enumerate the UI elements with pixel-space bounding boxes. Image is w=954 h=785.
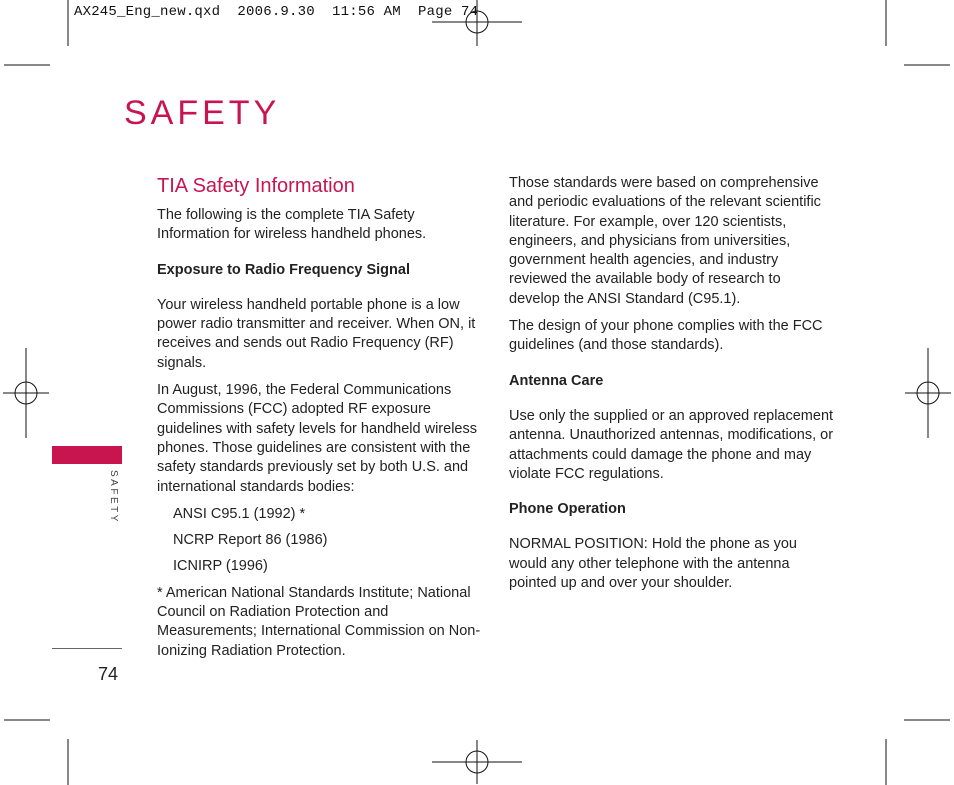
- left-column: [157, 174, 482, 669]
- page-number: 74: [98, 664, 119, 684]
- side-section-label: SAFETY: [108, 470, 119, 524]
- rf-paragraph-2: In August, 1996, the Federal Communications Commissions (FCC) adopted RF exposure guidelines with safety levels for handheld wireless phones. Those guidelines are consistent with the safety standards previously set by both U.S. and international standards bodies:: [157, 382, 477, 495]
- section-tab: [52, 446, 122, 464]
- file-slug: AX245_Eng_new.qxd 2006.9.30 11:56 AM Page 74: [74, 4, 479, 20]
- footnote: * American National Standards Institute; National Council on Radiation Protection and Measurements; International Commission on Non-Ionizing Radiation Protection.: [157, 584, 481, 659]
- antenna-care-heading: Antenna Care: [509, 372, 604, 389]
- intro-paragraph: The following is the complete TIA Safety Information for wireless handheld phones.: [157, 207, 427, 243]
- rf-paragraph-1: Your wireless handheld portable phone is a low power radio transmitter and receiver. When ON, it receives and sends out Radio Frequency (RF) signals.: [157, 296, 476, 371]
- section-heading: TIA Safety Information: [157, 175, 355, 197]
- standard-item-ncrp: NCRP Report 86 (1986): [173, 532, 328, 549]
- rf-exposure-heading: Exposure to Radio Frequency Signal: [157, 261, 410, 278]
- design-paragraph: The design of your phone complies with the FCC guidelines (and those standards).: [509, 318, 823, 354]
- antenna-care-text: Use only the supplied or an approved replacement antenna. Unauthorized antennas, modifications, or attachments could damage the phone and may violate FCC regulations.: [509, 407, 834, 482]
- standard-item-ansi: ANSI C95.1 (1992) *: [173, 505, 306, 522]
- standards-paragraph: Those standards were based on comprehensive and periodic evaluations of the relevant scientific literature. For example, over 120 scientists, engineers, and physicians from universities, government health agencies, and industry reviewed the available body of research to develop the ANSI Standard (C95.1).: [509, 175, 821, 307]
- right-column: [509, 174, 834, 601]
- phone-operation-heading: Phone Operation: [509, 501, 626, 518]
- footer-rule: [52, 648, 122, 649]
- page-title: SAFETY: [124, 94, 281, 132]
- standard-item-icnirp: ICNIRP (1996): [173, 558, 268, 575]
- phone-operation-text: NORMAL POSITION: Hold the phone as you would any other telephone with the antenna pointed up and over your shoulder.: [509, 536, 797, 592]
